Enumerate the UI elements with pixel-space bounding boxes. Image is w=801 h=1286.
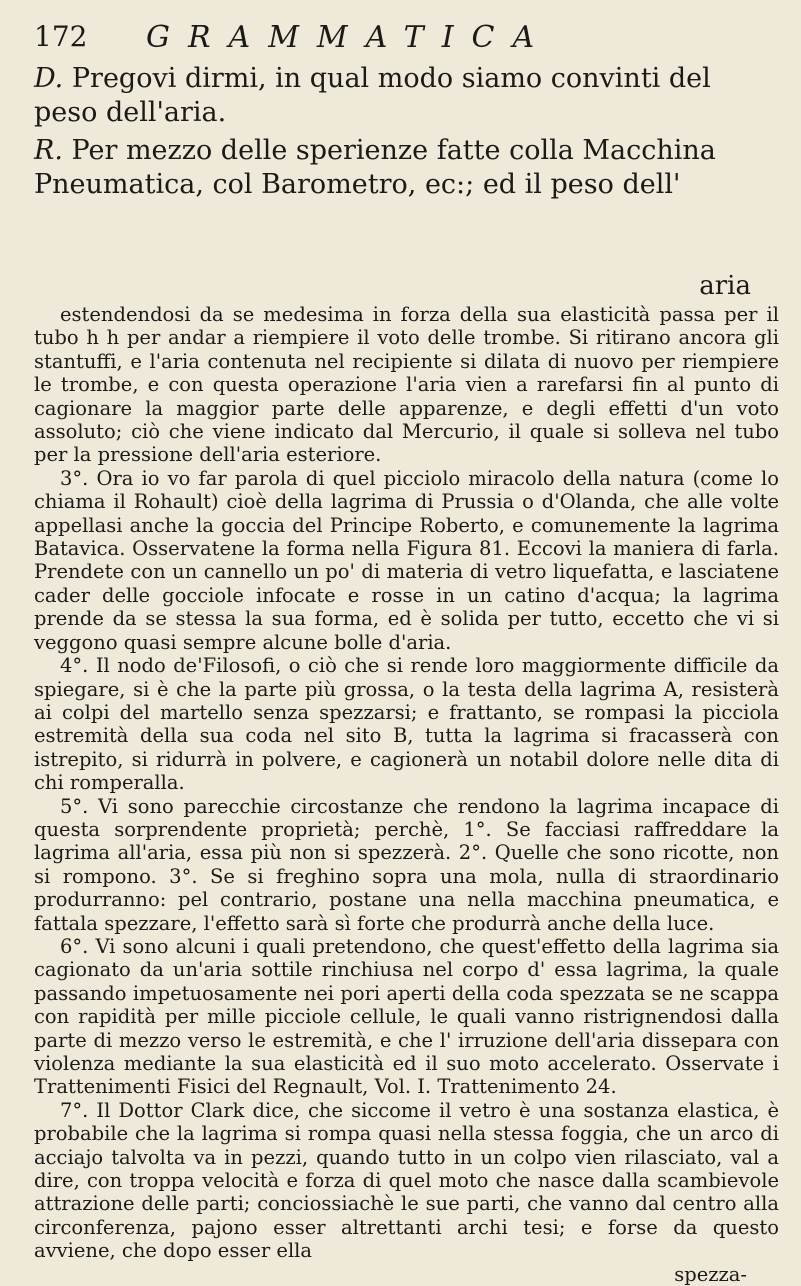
paragraph: 5°. Vi sono parecchie circostanze che rendono la lagrima incapace di questa sorprendente proprietà; perchè, 1°. Se facciasi raffreddare la lagrima all'aria, essa più non si spezzerà. 2°. Quelle che sono ricotte, non si rompono. 3°. Se si freghino sopra una mola, nulla di straordinario produrranno: pel contrario, postane una nella macchina pneumatica, e fattala spezzare, l'effetto sarà sì forte che produrrà anche della luce. [34, 794, 779, 935]
answer-block [34, 134, 779, 202]
question-block [34, 62, 779, 130]
running-header [34, 20, 764, 60]
paragraph: 6°. Vi sono alcuni i quali pretendono, che quest'effetto della lagrima sia cagionato da un'aria sottile rinchiusa nel corpo d' essa lagrima, la quale passando impetuosamente nei pori aperti della coda spezzata se ne scappa con rapidità per mille picciole cellule, le quali vanno ristrignendosi dalla parte di mezzo verso le estremità, e che l' irruzione dell'aria dissepara con violenza mediante la sua elasticità ed il suo moto accelerato. Osservate i Trattenimenti Fisici del Regnault, Vol. I. Trattenimento 24. [34, 934, 779, 1099]
page-signature: spezza- [674, 1262, 747, 1286]
page-number: 172 [34, 20, 88, 53]
paragraph: 7°. Il Dottor Clark dice, che siccome il vetro è una sostanza elastica, è probabile che la lagrima si rompa quasi nella stessa foggia, che un arco di acciajo talvolta va in pezzi, quando tutto in un colpo vien rilasciato, val a dire, con troppa velocità e forza di quel moto che nasce dalla scambievole attrazione delle parti; conciossiachè le sue parti, che vanno dal centro alla circonferenza, pajono esser altrettanti archi tesi; e forse da questo avviene, che dopo esser ella [34, 1098, 779, 1263]
question-text: Pregovi dirmi, in qual modo siamo convinti del peso dell'aria. [34, 63, 711, 128]
answer-lead: R. [34, 135, 63, 166]
paragraph: 3°. Ora io vo far parola di quel picciolo miracolo della natura (come lo chiama il Rohault) cioè della lagrima di Prussia o d'Olanda, che alle volte appellasi anche la goccia del Principe Roberto, e comunemente la lagrima Batavica. Osservatene la forma nella Figura 81. Eccovi la maniera di farla. Prendete con un cannello un po' di materia di vetro liquefatta, e lasciatene cader delle gocciole infocate e rosse in un catino d'acqua; la lagrima prende da se stessa la sua forma, ed è solida per tutto, eccetto che vi si veggono quasi sempre alcune bolle d'aria. [34, 466, 779, 654]
paragraph: estendendosi da se medesima in forza della sua elasticità passa per il tubo h h per andar a riempiere il voto delle trombe. Si ritirano ancora gli stantuffi, e l'aria contenuta nel recipiente si dilata di nuovo per riempiere le trombe, e con questa operazione l'aria vien a rarefarsi fin al punto di cagionare la maggior parte delle apparenze, e degli effetti d'un voto assoluto; ciò che viene indicato dal Mercurio, il quale si solleva nel tubo per la pressione dell'aria esteriore. [34, 303, 779, 467]
answer-text: Per mezzo delle sperienze fatte colla Macchina Pneumatica, col Barometro, ec:; ed il peso dell' [34, 135, 716, 200]
question-lead: D. [34, 63, 64, 94]
paragraph: 4°. Il nodo de'Filosofi, o ciò che si rende loro maggiormente difficile da spiegare, si è che la parte più grossa, o la testa della lagrima A, resisterà ai colpi del martello senza spezzarsi; e frattanto, se rompasi la picciola estremità della sua coda nel sito B, tutta la lagrima si fracasserà con istrepito, si ridurrà in polvere, e cagionerà un notabil dolore nelle dita di chi romperalla. [34, 654, 779, 795]
catchword: aria [699, 271, 751, 301]
running-title: GRAMMATICA [146, 20, 553, 55]
body-text [34, 303, 779, 1286]
